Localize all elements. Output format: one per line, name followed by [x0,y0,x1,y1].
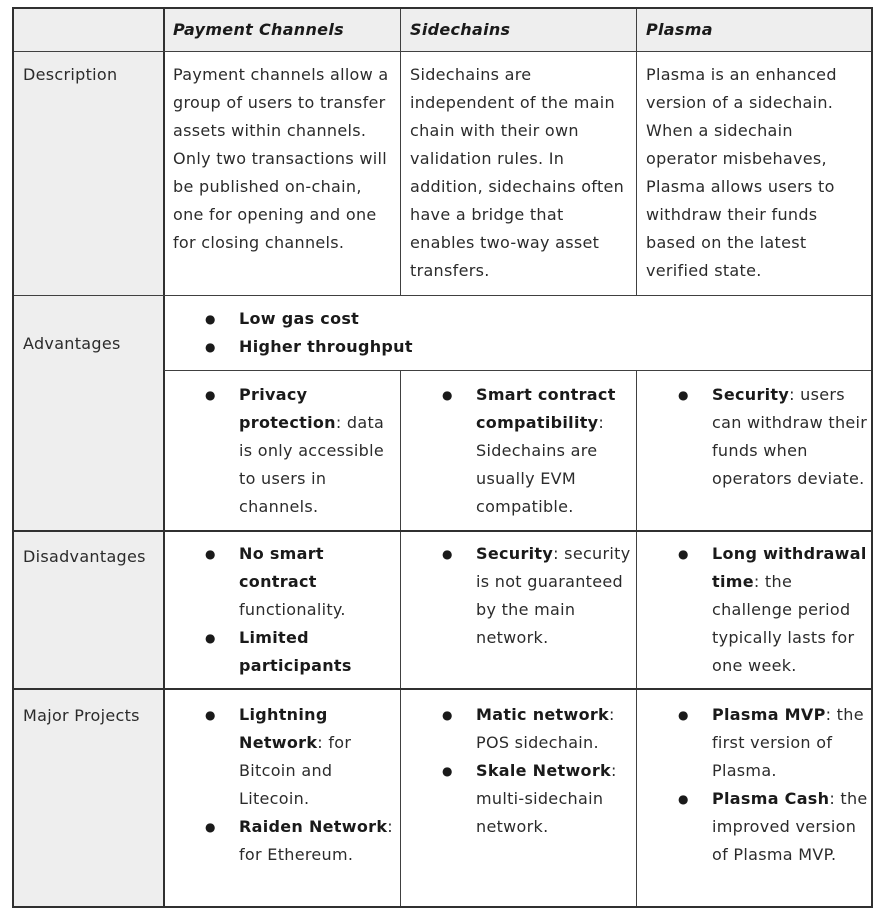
item-text: : POS sidechain. [476,705,615,752]
label-column-bg [14,52,163,906]
list-item [174,540,400,624]
list-item [174,701,400,813]
advantage-low-gas: Low gas cost [239,309,360,328]
list-item [411,381,636,521]
list-item [411,701,636,757]
item-bold: Smart contract compatibility [476,385,616,432]
list-item [174,333,864,361]
col3-divider-lower [636,371,637,906]
item-text: : the improved version of Plasma MVP. [712,789,868,864]
list-item [174,305,864,333]
item-bold: Plasma MVP [712,705,826,724]
item-text: : security is not guaranteed by the main network. [476,544,631,647]
item-bold: Long withdrawal time [712,544,867,591]
label-column-divider [163,9,165,906]
list-item [411,757,636,841]
item-bold: Lightning Network [239,705,328,752]
description-divider [14,295,871,296]
advantages-payment-channels [174,381,400,521]
list-item [174,813,400,869]
item-text: : Sidechains are usually EVM compatible. [476,413,605,516]
disadvantages-plasma [647,540,871,680]
list-item [174,624,400,680]
item-bold: Matic network [476,705,610,724]
list-item [647,381,871,493]
list-item [411,540,636,652]
header-plasma: Plasma [646,20,713,39]
header-divider [14,51,871,52]
item-bold: Privacy protection [239,385,336,432]
description-sidechains: Sidechains are independent of the main chain with their own validation rules. In addition, sidechains often have a bridge that enables two-way asset transfers. [410,65,625,280]
item-text: : multi-sidechain network. [476,761,617,836]
list-item [647,540,871,680]
advantages-sidechains [411,381,636,521]
item-bold: Security [476,544,554,563]
header-payment-channels: Payment Channels [173,20,344,39]
row-label-description: Description [23,65,118,84]
header-sidechains: Sidechains [410,20,511,39]
advantage-throughput: Higher throughput [239,337,413,356]
list-item [647,701,871,785]
projects-sidechains [411,701,636,841]
row-label-major-projects: Major Projects [23,706,140,725]
list-item [647,785,871,869]
disadvantages-divider [14,688,871,690]
description-payment-channels: Payment channels allow a group of users to transfer assets within channels. Only two transactions will be published on-chain, one for opening and one for closing channels. [173,65,389,252]
item-bold: Skale Network [476,761,611,780]
row-label-disadvantages: Disadvantages [23,547,146,566]
disadvantages-payment-channels [174,540,400,680]
advantages-shared-divider [164,370,871,371]
item-bold: No smart contract [239,544,324,591]
disadvantages-sidechains [411,540,636,652]
advantages-plasma [647,381,871,493]
comparison-table [12,7,873,908]
item-text: : for Bitcoin and Litecoin. [239,733,352,808]
item-bold: Raiden Network [239,817,388,836]
advantages-shared [174,305,864,361]
item-text: : the challenge period typically lasts for one week. [712,572,855,675]
col2-divider-lower [400,371,401,906]
row-label-advantages: Advantages [23,334,121,353]
list-item [174,381,400,521]
item-text: : users can withdraw their funds when operators deviate. [712,385,868,488]
item-text: : data is only accessible to users in channels. [239,413,385,516]
projects-payment-channels [174,701,400,869]
item-bold: Limited participants [239,628,352,675]
item-text: : the first version of Plasma. [712,705,864,780]
item-bold: Plasma Cash [712,789,830,808]
projects-plasma [647,701,871,869]
col3-divider [636,9,637,296]
item-text: : for Ethereum. [239,817,393,864]
col2-divider [400,9,401,296]
item-text: functionality. [239,600,346,619]
advantages-divider [14,530,871,532]
description-plasma: Plasma is an enhanced version of a sidechain. When a sidechain operator misbehaves, Plasma allows users to withdraw their funds based on the latest verified state. [646,65,837,280]
item-bold: Security [712,385,790,404]
